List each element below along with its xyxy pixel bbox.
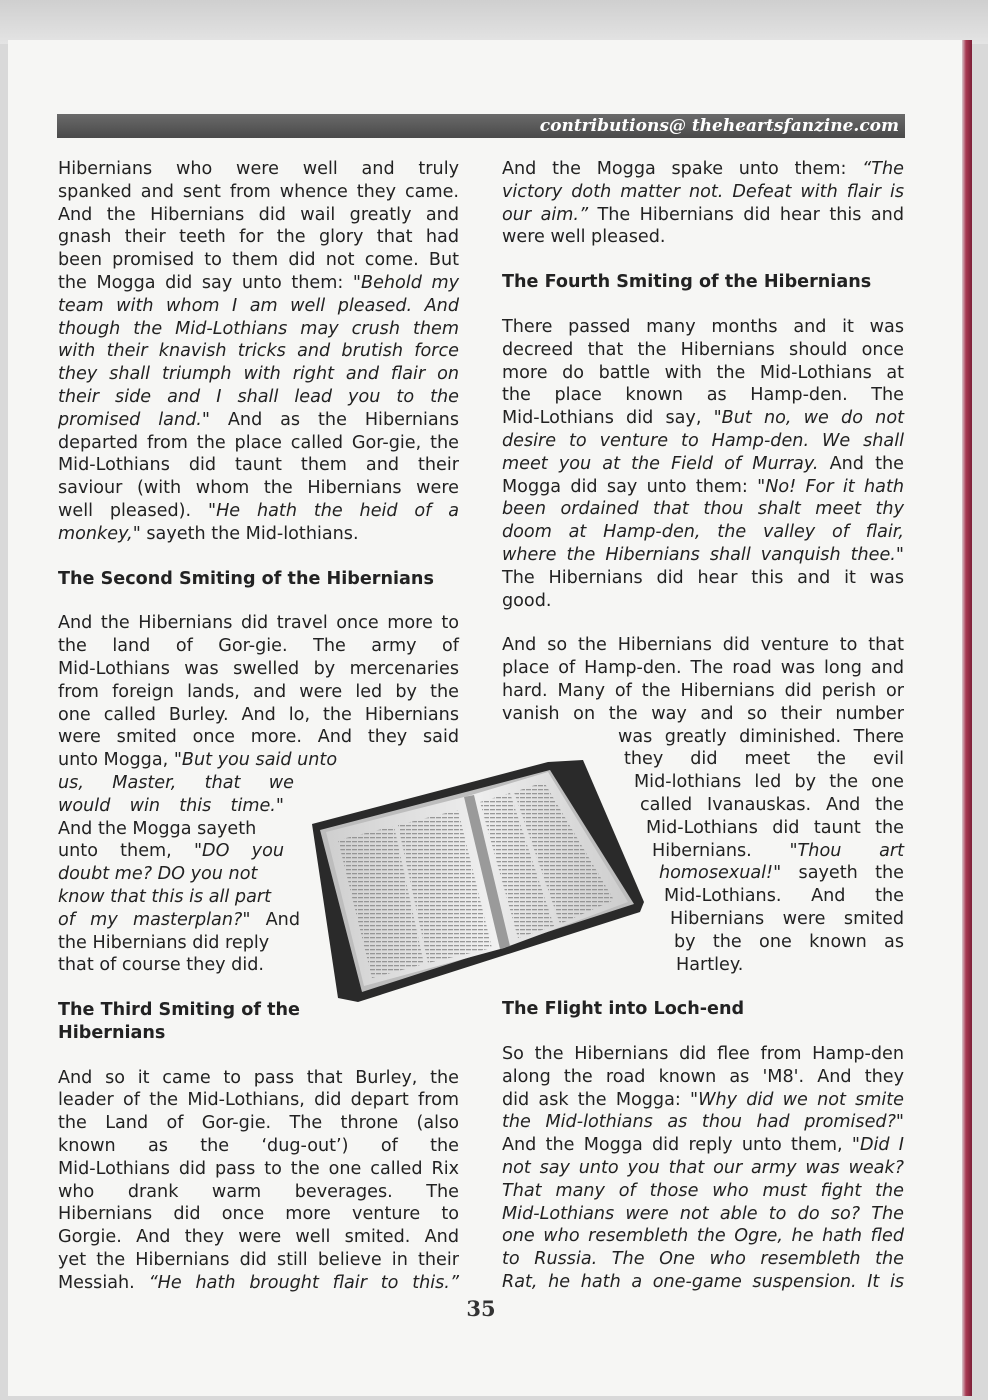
text-line: the place known as Hamp-den. The <box>502 385 904 406</box>
text-line <box>58 795 284 818</box>
text-line <box>659 862 904 885</box>
paragraph <box>502 316 904 612</box>
quote-span: "Why did we not smite <box>690 1089 904 1110</box>
text-line: Hibernians did once more venture to <box>58 1204 459 1225</box>
quote-span: the Mid-lothians as thou had promised?" <box>502 1112 904 1133</box>
text-line: So the Hibernians did flee from Hamp-den <box>502 1044 904 1065</box>
text-line <box>502 430 904 453</box>
text-line <box>502 1111 904 1134</box>
quote-span: their side and I shall lead you to the <box>58 386 459 407</box>
quote-span: of my masterplan?" <box>58 909 251 930</box>
text-line: leader of the Mid-Lothians, did depart from <box>58 1090 459 1111</box>
quote-span: promised land." <box>58 409 210 430</box>
text-line: called Ivanauskas. And the <box>640 794 904 815</box>
text-span: Mogga did say unto them: <box>502 476 758 497</box>
quote-span: "Thou art <box>789 840 904 861</box>
quote-span: to Russia. The One who resembleth the <box>502 1249 904 1270</box>
quote-span: homosexual!" <box>659 863 782 884</box>
text-span: the Mogga did say unto them: <box>58 272 353 293</box>
paragraph <box>502 1043 904 1294</box>
section-heading-flight-loch-end: The Flight into Loch-end <box>502 999 745 1020</box>
text-line: gnash their teeth for the glory that had <box>58 227 459 248</box>
quote-span: doubt me? DO you not <box>58 864 258 885</box>
quote-span: Mid-Lothians were not able to do so? The <box>502 1203 904 1224</box>
text-line <box>502 453 904 476</box>
text-line: There passed many months and it was <box>502 316 904 337</box>
text-line: they did meet the evil <box>624 749 904 770</box>
text-line <box>58 318 459 341</box>
text-line: Mid-Lothians. And the <box>664 886 904 907</box>
text-line: good. <box>502 590 552 611</box>
text-line: Mid-Lothians did taunt the <box>646 817 904 838</box>
paragraph <box>58 158 459 546</box>
text-span: Mid-Lothians did say, <box>502 408 714 429</box>
text-line: vanish on the way and so their number <box>502 703 904 724</box>
text-line: the Hibernians did reply <box>58 932 270 953</box>
text-line <box>58 386 459 409</box>
quote-span: been ordained that thou shalt meet thy <box>502 499 904 520</box>
text-line: Hartley. <box>676 954 744 975</box>
text-line <box>58 340 459 363</box>
text-line: Mid-Lothians was swelled by mercenaries <box>58 658 459 679</box>
quote-span: not say unto you that our army was weak? <box>502 1158 904 1179</box>
text-line: And so it came to pass that Burley, the <box>58 1067 459 1088</box>
header-bar <box>57 114 905 138</box>
quote-span: know that this is all part <box>58 886 271 907</box>
paragraph <box>502 158 904 249</box>
text-line <box>502 407 904 430</box>
text-line <box>58 363 459 386</box>
text-line: hard. Many of the Hibernians did perish or <box>502 680 904 701</box>
section-heading-fourth-smiting: The Fourth Smiting of the Hibernians <box>502 272 872 293</box>
text-line <box>58 272 459 295</box>
text-span: well pleased). <box>58 500 208 521</box>
text-line: Hibernians who were well and truly <box>58 159 459 179</box>
text-line <box>502 476 904 499</box>
text-line: And the Mogga sayeth <box>58 818 257 839</box>
text-line: from foreign lands, and were led by the <box>58 681 459 702</box>
text-span: Hibernians. <box>652 840 790 861</box>
text-span: And <box>250 909 300 930</box>
text-span: did ask the Mogga: <box>502 1089 690 1110</box>
text-line <box>502 181 904 204</box>
text-line <box>652 840 904 863</box>
text-line <box>502 521 904 544</box>
text-line <box>58 1272 459 1295</box>
open-bible-image <box>298 752 644 1004</box>
quote-span: “He hath brought flair to this.” <box>148 1272 460 1293</box>
text-span: unto Mogga, <box>58 750 174 771</box>
quote-span: would win this time." <box>58 795 284 816</box>
quote-span: "But no, we do not <box>713 408 904 429</box>
text-line <box>58 295 459 318</box>
quote-span: one who resembleth the Ogre, he hath fled <box>502 1226 904 1247</box>
text-line <box>58 523 459 546</box>
text-line <box>502 544 904 567</box>
text-line: that of course they did. <box>58 955 264 976</box>
text-line: Mid-Lothians did taunt them and their <box>58 455 459 476</box>
quote-span: doom at Hamp-den, the valley of flair, <box>502 522 904 543</box>
text-line: And so the Hibernians did venture to that <box>502 635 904 656</box>
text-line <box>502 1248 904 1271</box>
text-line: along the road known as 'M8'. And they <box>502 1066 904 1087</box>
quote-span: “The <box>862 159 904 179</box>
text-line: been promised to them did not come. But <box>58 250 459 271</box>
text-line: decreed that the Hibernians should once <box>502 339 904 360</box>
quote-span: desire to venture to Hamp-den. We shall <box>502 430 904 451</box>
text-line: And the Hibernians did travel once more to <box>58 613 459 634</box>
text-line <box>58 909 300 932</box>
text-line: spanked and sent from whence they came. <box>58 181 459 202</box>
text-line: saviour (with whom the Hibernians were <box>58 478 459 499</box>
quote-span: "Behold my <box>352 272 459 293</box>
text-span: Messiah. <box>58 1272 149 1293</box>
text-span: unto them, <box>58 841 194 862</box>
text-span: The Hibernians did hear this and <box>588 204 904 225</box>
text-line <box>502 1089 904 1112</box>
text-line <box>502 204 904 227</box>
text-span: And as the Hibernians <box>209 409 459 430</box>
quote-span: "He hath the heid of a <box>207 500 460 521</box>
quote-span: they shall triumph with right and flair on <box>58 364 459 385</box>
text-line <box>502 1203 904 1226</box>
quote-span: monkey," <box>58 523 141 544</box>
text-line <box>502 498 904 521</box>
text-line: the Land of Gor-gie. The throne (also <box>58 1113 459 1134</box>
quote-span: That many of those who must fight the <box>502 1180 904 1201</box>
text-line <box>502 1271 904 1294</box>
text-line: was greatly diminished. There <box>618 726 904 747</box>
text-line: by the one known as <box>674 931 904 952</box>
text-line: Gorgie. And they were well smited. And <box>58 1227 459 1248</box>
page-number: 35 <box>466 1296 496 1321</box>
page-spine-edge <box>962 40 972 1396</box>
text-line: known as the ‘dug-out’) of the <box>58 1136 459 1157</box>
text-line: yet the Hibernians did still believe in their <box>58 1250 459 1271</box>
text-span: And the Mogga spake unto them: <box>502 159 863 179</box>
text-line <box>58 409 459 432</box>
text-line: departed from the place called Gor-gie, the <box>58 432 459 453</box>
text-line <box>58 749 338 772</box>
text-line: And the Hibernians did wail greatly and <box>58 204 459 225</box>
quote-span: "Did I <box>851 1135 904 1156</box>
left-column <box>58 158 459 1295</box>
header-email: contributions@ theheartsfanzine.com <box>539 116 899 136</box>
text-line: who drank warm beverages. The <box>58 1181 459 1202</box>
text-line <box>502 1157 904 1180</box>
quote-span: "DO you <box>193 841 284 862</box>
paragraph <box>58 1067 459 1295</box>
quote-span: Rat, he hath a one-game suspension. It is <box>502 1272 904 1293</box>
open-bible-icon <box>298 752 644 1004</box>
text-span: sayeth the <box>781 863 904 884</box>
text-line: The Hibernians did hear this and it was <box>502 567 904 588</box>
right-column <box>502 158 904 1294</box>
text-line: Mid-lothians led by the one <box>634 772 904 793</box>
quote-span: meet you at the Field of Murray. <box>502 453 819 474</box>
quote-span: with their knavish tricks and brutish force <box>58 341 459 362</box>
quote-span: where the Hibernians shall vanquish thee." <box>502 544 904 565</box>
text-span: And the Mogga did reply unto them, <box>502 1135 852 1156</box>
section-heading-third-smiting: The Third Smiting of the Hibernians <box>58 1000 300 1043</box>
text-line: the land of Gor-gie. The army of <box>58 636 459 657</box>
text-span: And the <box>818 453 904 474</box>
text-line <box>502 1134 904 1157</box>
section-heading-second-smiting: The Second Smiting of the Hibernians <box>58 568 434 589</box>
quote-span: team with whom I am well pleased. And <box>58 295 459 316</box>
text-line <box>502 1180 904 1203</box>
text-line: Hibernians were smited <box>670 908 904 929</box>
text-line <box>58 500 459 523</box>
text-line: Mid-Lothians did pass to the one called Rix <box>58 1158 459 1179</box>
quote-span: "No! For it hath <box>757 476 904 497</box>
quote-span: us, Master, that we <box>58 772 294 793</box>
quote-span: our aim.” <box>502 204 589 225</box>
quote-span: "But you said unto <box>173 750 338 771</box>
text-line: were smited once more. And they said <box>58 727 459 748</box>
quote-span: though the Mid-Lothians may crush them <box>58 318 459 339</box>
top-margin <box>0 0 988 44</box>
text-line <box>58 840 284 863</box>
text-line <box>502 1225 904 1248</box>
text-line <box>58 772 294 795</box>
text-line: one called Burley. And lo, the Hibernians <box>58 704 459 725</box>
text-line: more do battle with the Mid-Lothians at <box>502 362 904 383</box>
text-line <box>502 158 904 181</box>
text-line: were well pleased. <box>502 227 666 248</box>
quote-span: victory doth matter not. Defeat with flair is <box>502 181 904 202</box>
text-span: sayeth the Mid-lothians. <box>140 523 359 544</box>
text-line: place of Hamp-den. The road was long and <box>502 658 904 679</box>
